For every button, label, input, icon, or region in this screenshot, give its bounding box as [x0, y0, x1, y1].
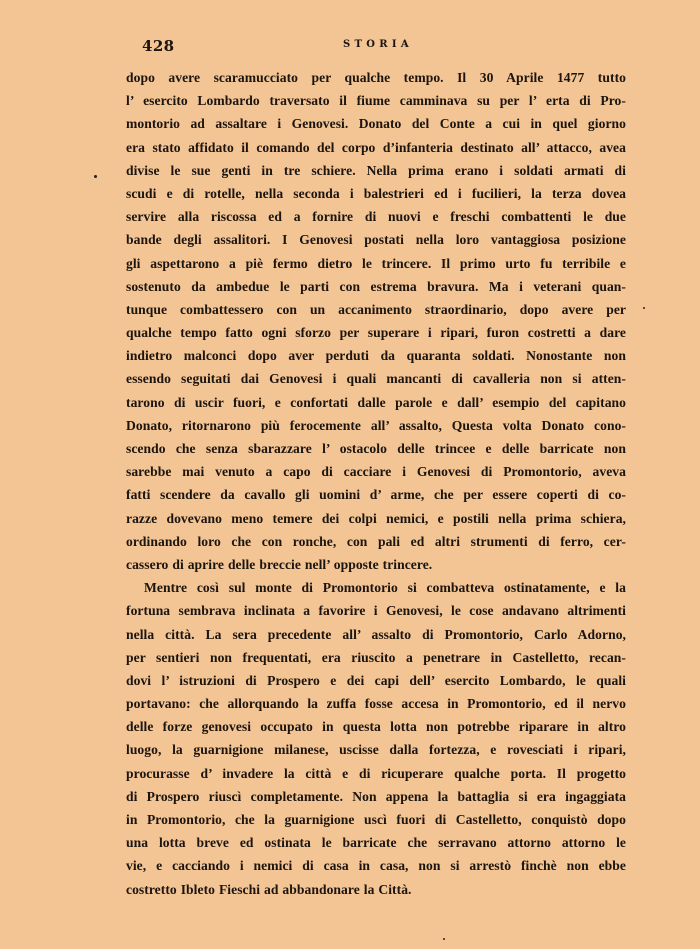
text-line: gli aspettarono a piè fermo dietro le trincere. Il primo urto fu terribile e [126, 255, 626, 271]
text-line: portavano: che allorquando la zuffa fosse accesa in Promontorio, ed il nervo [126, 696, 626, 712]
text-line: indietro malconci dopo aver perduti da quaranta soldati. Nonostante non [126, 348, 626, 364]
text-line: di Prospero riuscì completamente. Non appena la battaglia si era ingaggiata [126, 788, 626, 804]
text-line: cassero di aprire delle breccie nell’ opposte trincere. [126, 556, 433, 572]
text-line: Donato, ritornarono più ferocemente all’ assalto, Questa volta Donato cono- [126, 417, 626, 433]
paragraph-2 [126, 576, 626, 901]
text-line: nella città. La sera precedente all’ assalto di Promontorio, Carlo Adorno, [126, 626, 626, 642]
text-line: montorio ad assaltare i Genovesi. Donato del Conte a cui in quel giorno [126, 116, 626, 132]
page-number: 428 [142, 37, 175, 55]
text-line: Mentre così sul monte di Promontorio si combatteva ostinatamente, e la [144, 580, 626, 596]
paper-speck [443, 938, 445, 940]
text-line: delle forze genovesi occupato in questa lotta non potrebbe riparare in altro [126, 719, 626, 735]
text-line: divise le sue genti in tre schiere. Nella prima erano i soldati armati di [126, 162, 626, 178]
text-line: fortuna sembrava inclinata a favorire i Genovesi, le cose andavano altrimenti [126, 603, 626, 619]
text-line: una lotta breve ed ostinata le barricate che serravano attorno attorno le [126, 835, 626, 851]
text-line: l’ esercito Lombardo traversato il fiume camminava su per l’ erta di Pro- [126, 93, 626, 109]
paper-speck [94, 175, 97, 178]
text-line: scudi e di rotelle, nella seconda i balestrieri ed i fucilieri, la terza dovea [126, 185, 626, 201]
paragraph-1 [126, 66, 626, 576]
text-line: in Promontorio, che la guarnigione uscì fuori di Castelletto, conquistò dopo [126, 812, 626, 827]
text-line: costretto Ibleto Fieschi ad abbandonare la Città. [126, 881, 412, 897]
text-line: fatti scendere da cavallo gli uomini d’ arme, che per essere coperti di co- [126, 487, 626, 503]
text-line: razze dovevano meno temere dei colpi nemici, e postili nella prima schiera, [126, 510, 626, 526]
text-line: era stato affidato il comando del corpo d’infanteria destinato all’ attacco, avea [126, 139, 626, 155]
text-line: scendo che senza sbarazzare l’ ostacolo delle trincee e delle barricate non [126, 441, 626, 456]
text-line: per sentieri non frequentati, era riuscito a penetrare in Castelletto, recan- [126, 649, 626, 665]
text-line: dopo avere scaramucciato per qualche tempo. Il 30 Aprile 1477 tutto [126, 70, 626, 85]
text-line: luogo, la guarnigione milanese, uscisse dalla fortezza, e rovesciati i ripari, [126, 742, 626, 758]
text-line: bande degli assalitori. I Genovesi postati nella loro vantaggiosa posizione [126, 232, 626, 248]
text-line: vie, e cacciando i nemici di casa in casa, non si arrestò finchè non ebbe [126, 858, 626, 874]
text-line: qualche tempo fatto ogni sforzo per superare i ripari, furon costretti a dare [126, 325, 626, 341]
text-line: tarono di uscir fuori, e confortati dalle parole e dall’ esempio del capitano [126, 394, 626, 410]
paper-speck [643, 307, 645, 309]
text-line: sostenuto da ambedue le parti con estrema bravura. Ma i veterani quan- [126, 278, 626, 294]
text-line: procurasse d’ invadere la città e di ricuperare qualche porta. Il progetto [126, 765, 626, 781]
text-line: ordinando loro che con ronche, con pali ed altri strumenti di ferro, cer- [126, 533, 626, 549]
running-title: STORIA [343, 39, 413, 50]
text-line: sarebbe mai venuto a capo di cacciare i Genovesi di Promontorio, aveva [126, 464, 626, 480]
text-line: essendo seguitati dai Genovesi i quali mancanti di cavalleria non si atten- [126, 371, 626, 387]
text-line: dovi l’ istruzioni di Prospero e dei capi dell’ esercito Lombardo, le quali [126, 672, 626, 688]
text-line: tunque combattessero con un accanimento straordinario, dopo avere per [126, 301, 626, 317]
body-text [126, 66, 626, 901]
text-line: servire alla riscossa ed a fornire di nuovi e freschi combattenti le due [126, 209, 626, 225]
page-header [127, 37, 627, 61]
